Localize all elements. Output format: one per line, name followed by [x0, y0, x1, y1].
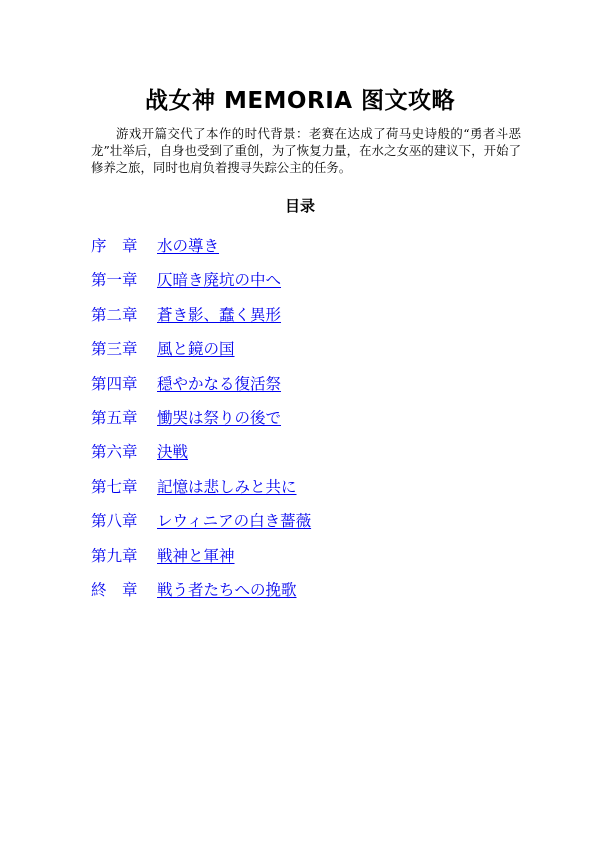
- toc-link-chapter-9[interactable]: [91, 547, 235, 565]
- toc-chapter-number: 第六章: [91, 443, 138, 462]
- toc-chapter-number: 序 章: [91, 237, 138, 255]
- toc-chapter-title: 慟哭は祭りの後で: [157, 408, 282, 427]
- toc-link-chapter-5[interactable]: [91, 409, 281, 427]
- toc-chapter-number: 終 章: [91, 580, 138, 599]
- toc-chapter-number: 第七章: [91, 477, 138, 496]
- toc-item: [91, 475, 511, 509]
- toc-link-chapter-4[interactable]: [91, 375, 281, 393]
- toc-link-chapter-6[interactable]: [91, 443, 188, 461]
- toc-chapter-number: 第五章: [91, 408, 138, 427]
- toc-link-chapter-1[interactable]: [91, 271, 281, 289]
- toc-link-prologue[interactable]: [91, 237, 219, 255]
- toc-item: [91, 268, 511, 302]
- toc-chapter-number: 第一章: [91, 271, 138, 290]
- document-title: 战女神 MEMORIA 图文攻略: [144, 88, 456, 114]
- toc-item: [91, 372, 511, 406]
- toc-item: [91, 234, 511, 268]
- toc-item: [91, 303, 511, 337]
- toc-chapter-number: 第三章: [91, 340, 138, 359]
- toc-chapter-number: 第二章: [91, 305, 138, 324]
- toc-item: [91, 337, 511, 371]
- toc-heading: 目录: [284, 197, 315, 215]
- toc-link-epilogue[interactable]: [91, 581, 297, 599]
- toc-item: [91, 509, 511, 543]
- toc-item: [91, 544, 511, 578]
- toc-chapter-number: 第九章: [91, 546, 138, 565]
- toc-link-chapter-3[interactable]: [91, 340, 235, 358]
- toc-chapter-title: 穏やかなる復活祭: [157, 374, 282, 393]
- intro-paragraph: 游戏开篇交代了本作的时代背景：老赛在达成了荷马史诗般的“勇者斗恶龙”壮举后，自身也受到了重创，为了恢复力量，在水之女巫的建议下，开始了修养之旅，同时也肩负着搜寻失踪公主的任务。: [91, 126, 521, 175]
- toc-chapter-title: 仄暗き廃坑の中へ: [157, 271, 282, 290]
- toc-chapter-title: 風と鏡の国: [157, 340, 235, 359]
- toc-chapter-title: 戦神と軍神: [157, 546, 235, 565]
- toc-chapter-title: 蒼き影、蠢く異形: [157, 305, 282, 324]
- table-of-contents: [91, 234, 511, 612]
- toc-link-chapter-2[interactable]: [91, 306, 281, 324]
- toc-chapter-number: 第四章: [91, 374, 138, 393]
- toc-chapter-number: 第八章: [91, 512, 138, 531]
- toc-chapter-title: 水の導き: [157, 237, 220, 255]
- toc-chapter-title: レウィニアの白き薔薇: [157, 512, 312, 531]
- toc-chapter-title: 決戦: [157, 443, 189, 462]
- toc-item: [91, 440, 511, 474]
- toc-item: [91, 578, 511, 612]
- toc-chapter-title: 記憶は悲しみと共に: [157, 477, 297, 496]
- toc-item: [91, 406, 511, 440]
- toc-link-chapter-7[interactable]: [91, 478, 297, 496]
- toc-chapter-title: 戦う者たちへの挽歌: [157, 580, 297, 599]
- toc-link-chapter-8[interactable]: [91, 512, 311, 530]
